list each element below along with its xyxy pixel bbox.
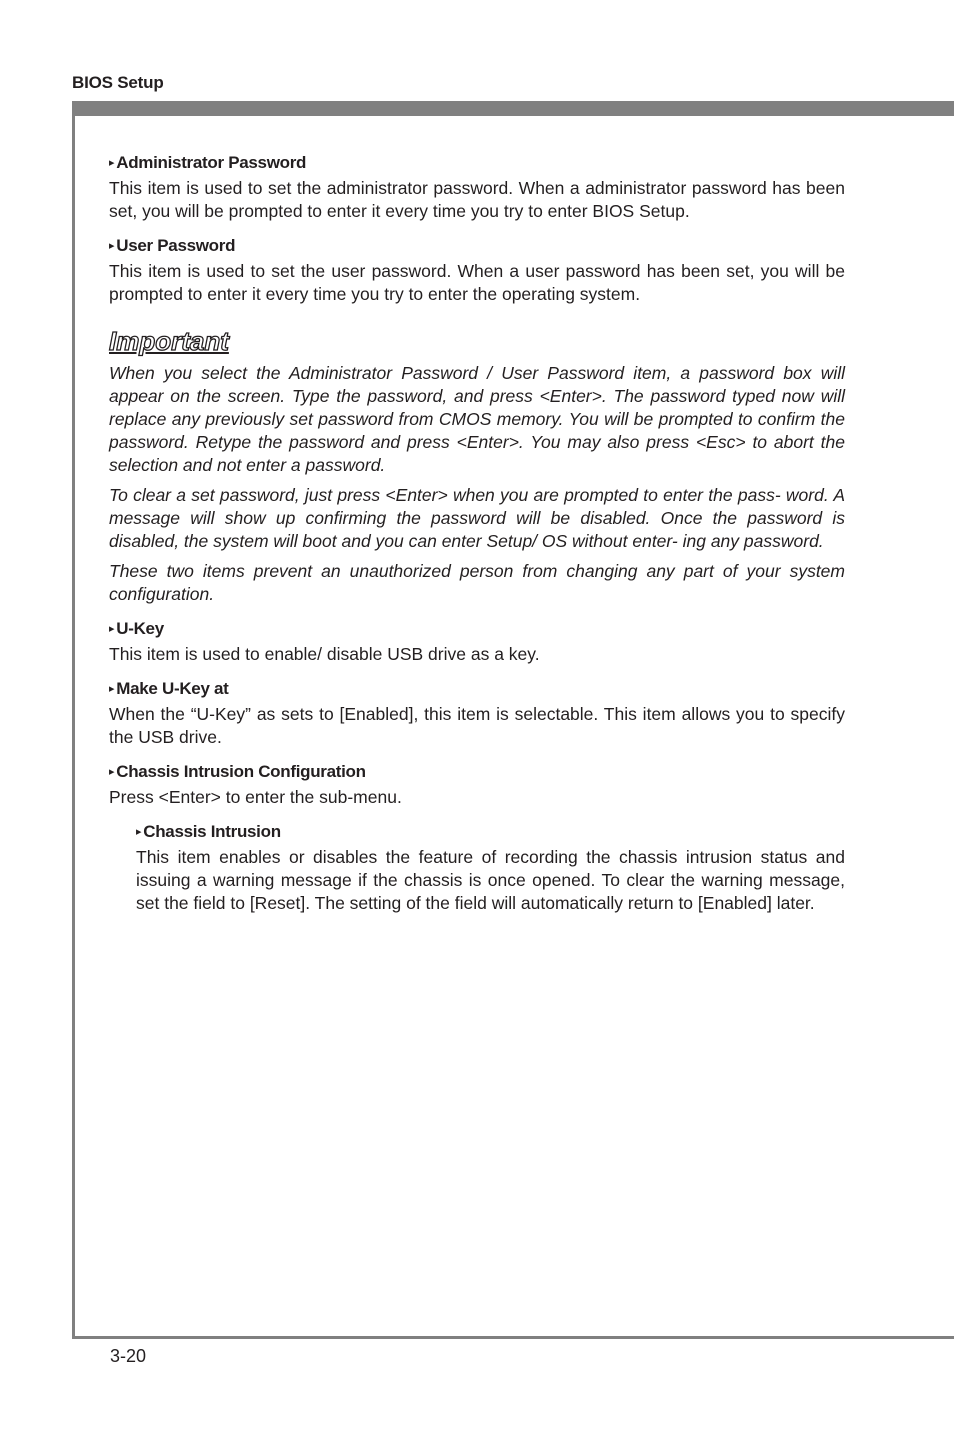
section-user-password <box>109 235 845 306</box>
important-title: Important <box>109 326 229 356</box>
section-heading: ▸ Chassis Intrusion Configuration <box>109 762 366 781</box>
triangle-bullet-icon: ▸ <box>109 240 115 252</box>
subsection-chassis-intrusion <box>136 821 845 915</box>
triangle-bullet-icon: ▸ <box>109 157 115 169</box>
triangle-bullet-icon: ▸ <box>109 683 115 695</box>
section-heading: ▸ Administrator Password <box>109 153 307 172</box>
section-heading: ▸ Make U-Key at <box>109 679 229 698</box>
triangle-bullet-icon: ▸ <box>109 766 115 778</box>
important-paragraph: When you select the Administrator Password / User Password item, a password box will appear on the screen. Type the password, and press <Enter>. The password typed now will replace any previously set password from CMOS memory. You will be prompted to confirm the password. Retype the password and press <Enter>. You may also press <Esc> to abort the selection and not enter a password. <box>109 363 845 475</box>
section-heading: ▸ User Password <box>109 236 236 255</box>
important-paragraph: To clear a set password, just press <Enter> when you are prompted to enter the pass- word. A message will show up confirming the password will be disabled. Once the password is disabled, the system will boot and you can enter Setup/ OS without enter- ing any password. <box>109 485 845 551</box>
section-heading: ▸ Chassis Intrusion <box>136 822 281 841</box>
footer-rule <box>72 1336 954 1339</box>
triangle-bullet-icon: ▸ <box>136 826 142 838</box>
section-make-u-key-at <box>109 678 845 749</box>
header-bar <box>72 101 954 116</box>
page-content <box>109 152 845 927</box>
page-header-title: BIOS Setup <box>72 73 164 92</box>
section-body: This item enables or disables the feature of recording the chassis intrusion status and issuing a warning message if the chassis is once opened. To clear the warning message, set the field to [Reset]. The setting of the field will automatically return to [Enabled] later. <box>136 847 845 913</box>
left-border-rule <box>72 101 75 1339</box>
important-paragraph: These two items prevent an unauthorized person from changing any part of your system configuration. <box>109 561 845 604</box>
section-chassis-intrusion-configuration <box>109 761 845 809</box>
page-number: 3-20 <box>110 1346 147 1366</box>
triangle-bullet-icon: ▸ <box>109 623 115 635</box>
section-body: This item is used to set the user password. When a user password has been set, you will be prompted to enter it every time you try to enter the operating system. <box>109 261 845 304</box>
section-body: This item is used to set the administrator password. When a administrator password has been set, you will be prompted to enter it every time you try to enter BIOS Setup. <box>109 178 845 221</box>
section-heading: ▸ U-Key <box>109 619 164 638</box>
section-body: This item is used to enable/ disable USB drive as a key. <box>109 644 540 664</box>
important-note <box>109 326 845 606</box>
section-u-key <box>109 618 845 666</box>
section-body: Press <Enter> to enter the sub-menu. <box>109 787 402 807</box>
section-body: When the “U-Key” as sets to [Enabled], this item is selectable. This item allows you to specify the USB drive. <box>109 704 845 747</box>
section-administrator-password <box>109 152 845 223</box>
